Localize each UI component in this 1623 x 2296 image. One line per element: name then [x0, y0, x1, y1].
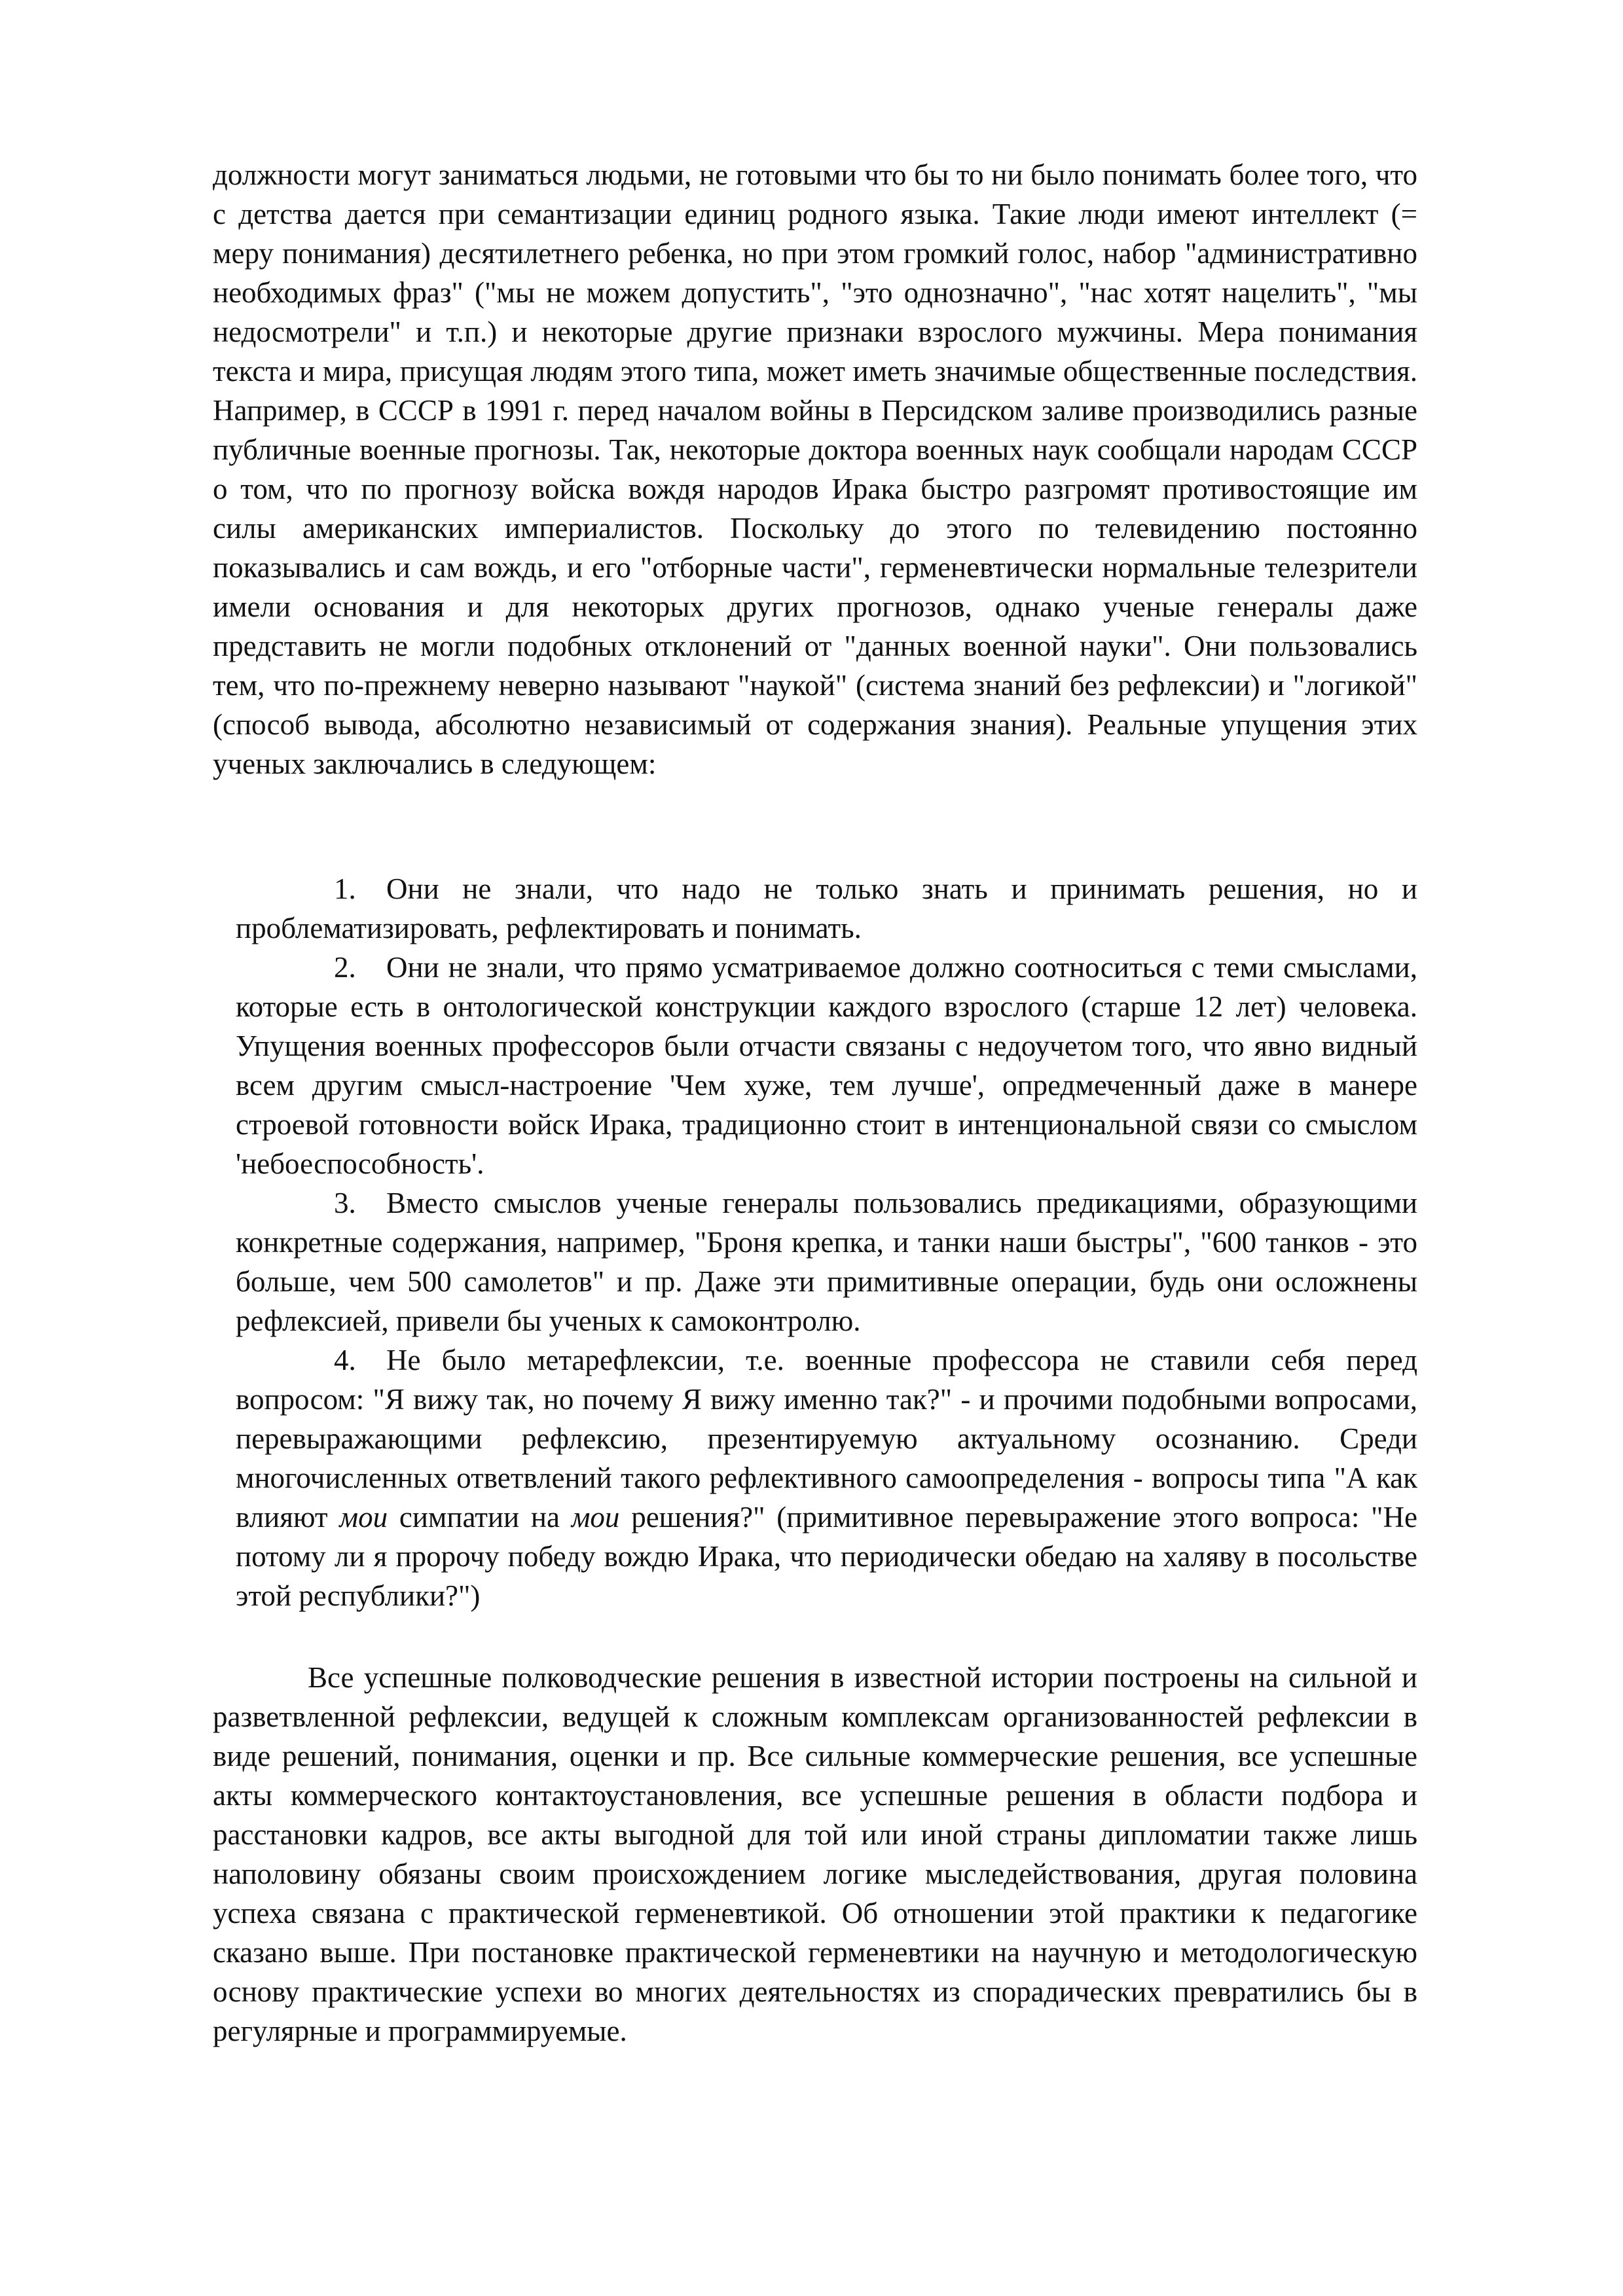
list-item-1: [236, 869, 1417, 948]
emphasis-moi: мои: [339, 1501, 388, 1534]
list-item-4: [236, 1340, 1417, 1615]
list-item-text: Они не знали, что надо не только знать и принимать решения, но и проблематизировать, рефлектировать и понимать.: [236, 872, 1417, 944]
list-item-number: 1.: [334, 872, 356, 905]
list-item-3: [236, 1183, 1417, 1340]
list-item-number: 2.: [334, 951, 356, 984]
list-item-number: 3.: [334, 1187, 356, 1219]
list-item-text-part: симпатии на: [388, 1501, 572, 1534]
list-item-text-part: Не было метарефлексии, т.е. военные профессора не ставили себя перед вопросом: "Я вижу так, но почему Я вижу именно так?" - и прочими подобными вопросами, перевыражающими рефлексию, презентируемую актуальному осознанию. Среди многочисленных ответвлений такого рефлективного самоопределения - вопросы типа "А как влияют: [236, 1344, 1417, 1534]
list-item-text: Они не знали, что прямо усматриваемое должно соотноситься с теми смыслами, которые есть в онтологической конструкции каждого взрослого (старше 12 лет) человека. Упущения военных профессоров были отчасти связаны с недоучетом того, что явно видный всем другим смысл-настроение 'Чем хуже, тем лучше', опредмеченный даже в манере строевой готовности войск Ирака, традиционно стоит в интенциональной связи со смыслом 'небоеспособность'.: [236, 951, 1417, 1180]
paragraph-closing: Все успешные полководческие решения в известной истории построены на сильной и разветвленной рефлексии, ведущей к сложным комплексам организованностей рефлексии в виде решений, понимания, оценки и пр. Все сильные коммерческие решения, все успешные акты коммерческого контактоустановления, все успешные решения в области подбора и расстановки кадров, все акты выгодной для той или иной страны дипломатии также лишь наполовину обязаны своим происхождением логике мыследействования, другая половина успеха связана с практической герменевтикой. Об отношении этой практики к педагогике сказано выше. При постановке практической герменевтики на научную и методологическую основу практические успехи во многих деятельностях из спорадических превратились бы в регулярные и программируемые.: [213, 1661, 1417, 2047]
paragraph-intro: должности могут заниматься людьми, не готовыми что бы то ни было понимать более того, что с детства дается при семантизации единиц родного языка. Такие люди имеют интеллект (= меру понимания) десятилетнего ребенка, но при этом громкий голос, набор "административно необходимых фраз" ("мы не можем допустить", "это однозначно", "нас хотят нацелить", "мы недосмотрели" и т.п.) и некоторые другие признаки взрослого мужчины. Мера понимания текста и мира, присущая людям этого типа, может иметь значимые общественные последствия. Например, в СССР в 1991 г. перед началом войны в Персидском заливе производились разные публичные военные прогнозы. Так, некоторые доктора военных наук сообщали народам СССР о том, что по прогнозу войска вождя народов Ирака быстро разгромят противостоящие им силы американских империалистов. Поскольку до этого по телевидению постоянно показывались и сам вождь, и его "отборные части", герменевтически нормальные телезрители имели основания и для некоторых других прогнозов, однако ученые генералы даже представить не могли подобных отклонений от "данных военной науки". Они пользовались тем, что по-прежнему неверно называют "наукой" (система знаний без рефлексии) и "логикой" (способ вывода, абсолютно независимый от содержания знания). Реальные упущения этих ученых заключались в следующем:: [213, 158, 1417, 780]
list-item-2: [236, 948, 1417, 1183]
numbered-list: [236, 869, 1417, 1615]
list-item-number: 4.: [334, 1344, 356, 1376]
list-item-text-part: решения?" (примитивное перевыражение этого вопроса: "Не потому ли я пророчу победу вождю Ирака, что периодически обедаю на халяву в посольстве этой республики?"): [236, 1501, 1417, 1612]
emphasis-moi: мои: [571, 1501, 620, 1534]
list-item-text: Вместо смыслов ученые генералы пользовались предикациями, образующими конкретные содержания, например, "Броня крепка, и танки наши быстры", "600 танков - это больше, чем 500 самолетов" и пр. Даже эти примитивные операции, будь они осложнены рефлексией, привели бы ученых к самоконтролю.: [236, 1187, 1417, 1337]
